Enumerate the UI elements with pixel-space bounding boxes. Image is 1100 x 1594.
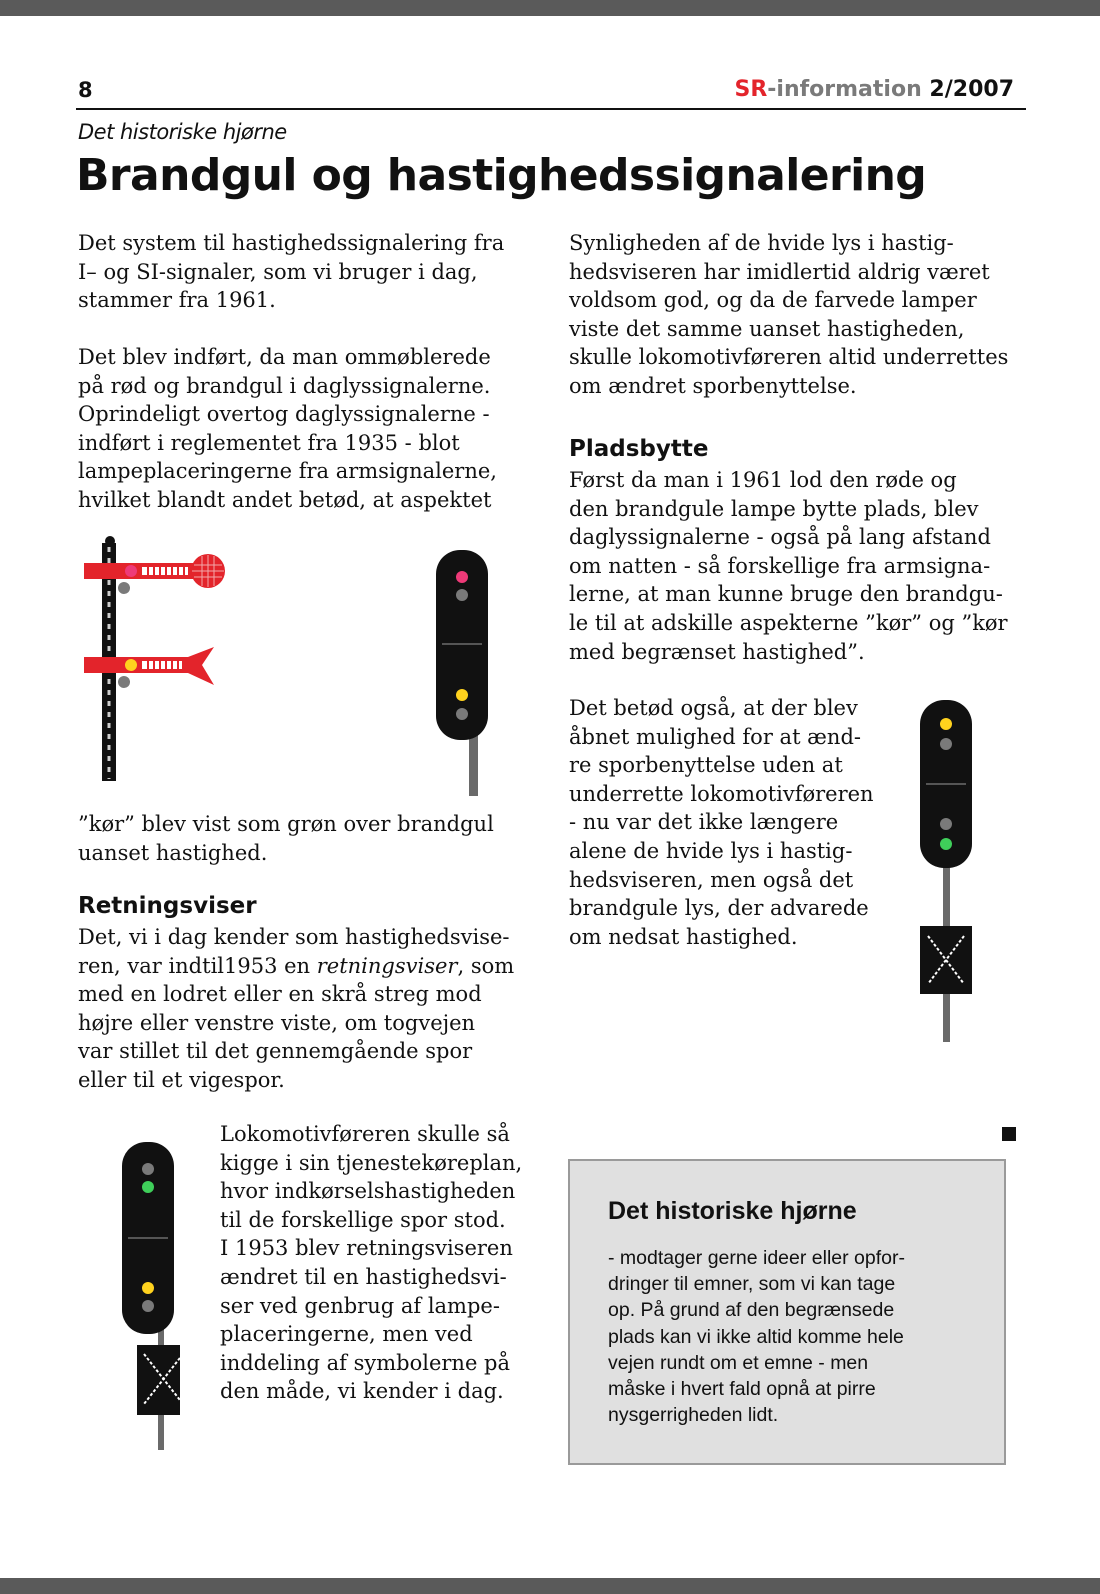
paragraph-introduction-history: Det blev indført, da man ommøblerede på rød og brandgul i daglyssignalerne. Oprindeligt overtog daglyssignalerne - indført i reglementet fra 1935 - blot lampeplaceringerne fra armsignalerne, hvilket blandt andet betød, at aspektet	[78, 345, 497, 512]
end-of-article-mark	[1002, 1127, 1016, 1141]
paragraph-intro: Det system til hastighedssignalering fra I– og SI-signaler, som vi bruger i dag, stammer fra 1961.	[78, 231, 505, 313]
paragraph-retningsviser	[78, 923, 514, 1095]
heading-retningsviser: Retningsviser	[78, 893, 257, 919]
masthead	[734, 77, 1014, 102]
daylight-signal-yellow-green-icon	[120, 1140, 180, 1455]
masthead-issue: 2/2007	[929, 77, 1014, 102]
paragraph-betoed: Det betød også, at der blev åbnet mulighed for at ænd- re sporbenyttelse uden at underrette lokomotivføreren - nu var det ikke længere alene de hvide lys i hastig- hedsviseren, men også det brandgule lys, der advarede om nedsat hastighed.	[569, 696, 874, 949]
paragraph-pladsbytte: Først da man i 1961 lod den røde og den brandgule lampe bytte plads, blev daglyssignalerne - også på lang afstand om natten - så forskellige fra armsigna- lerne, at man kunne bruge den brandgu- le til at adskille aspekterne ”kør” og ”kør med begrænset hastighed”.	[569, 468, 1008, 664]
bottom-border	[0, 1578, 1100, 1594]
semaphore-arm-signal-icon	[84, 535, 234, 785]
retningsviser-text-a: Det, vi i dag kender som hastighedsvise- ren, var indtil1953 en	[78, 925, 510, 978]
paragraph-tjenestekoereplan: Lokomotivføreren skulle så kigge i sin tjenestekøreplan, hvor indkørselshastigheden til de forskellige spor stod. I 1953 blev retningsviseren ændret til en hastighedsvi- ser ved genbrug af lampe- placeringerne, men ved inddeling af symbolerne på den måde, vi kender i dag.	[220, 1122, 523, 1404]
paragraph-aspect-green: ”kør” blev vist som grøn over brandgul uanset hastighed.	[78, 812, 494, 865]
daylight-signal-green-yellow-icon	[918, 698, 978, 1053]
page-number: 8	[78, 78, 93, 102]
sidebar-box-text: - modtager gerne ideer eller opfor- dringer til emner, som vi kan tage op. På grund af den begrænsede plads kan vi ikke altid komme hele vejen rundt om et emne - men måske i hvert fald opnå at pirre nysgerrigheden lidt.	[608, 1247, 905, 1427]
retningsviser-text-b: , som med en lodret eller en skrå streg mod højre eller venstre viste, om togvejen var stillet til det gennemgående spor eller til et vigespor.	[78, 953, 515, 1092]
header-rule	[76, 108, 1026, 110]
daylight-signal-red-icon	[434, 548, 494, 798]
sidebar-box-title: Det historiske hjørne	[608, 1197, 857, 1225]
masthead-publication: -information	[767, 77, 922, 102]
top-border	[0, 0, 1100, 16]
heading-pladsbytte: Pladsbytte	[569, 436, 709, 462]
masthead-brand: SR	[734, 77, 768, 102]
article-title: Brandgul og hastighedssignalering	[76, 150, 927, 201]
paragraph-synlighed: Synligheden af de hvide lys i hastig- hedsviseren har imidlertid aldrig været voldsom god, og da de farvede lamper viste det samme uanset hastigheden, skulle lokomotivføreren altid underrettes om ændret sporbenyttelse.	[569, 231, 1009, 398]
retningsviser-emphasis: retningsviser	[316, 953, 458, 978]
section-kicker: Det historiske hjørne	[78, 120, 287, 144]
sidebar-box	[568, 1159, 1006, 1465]
